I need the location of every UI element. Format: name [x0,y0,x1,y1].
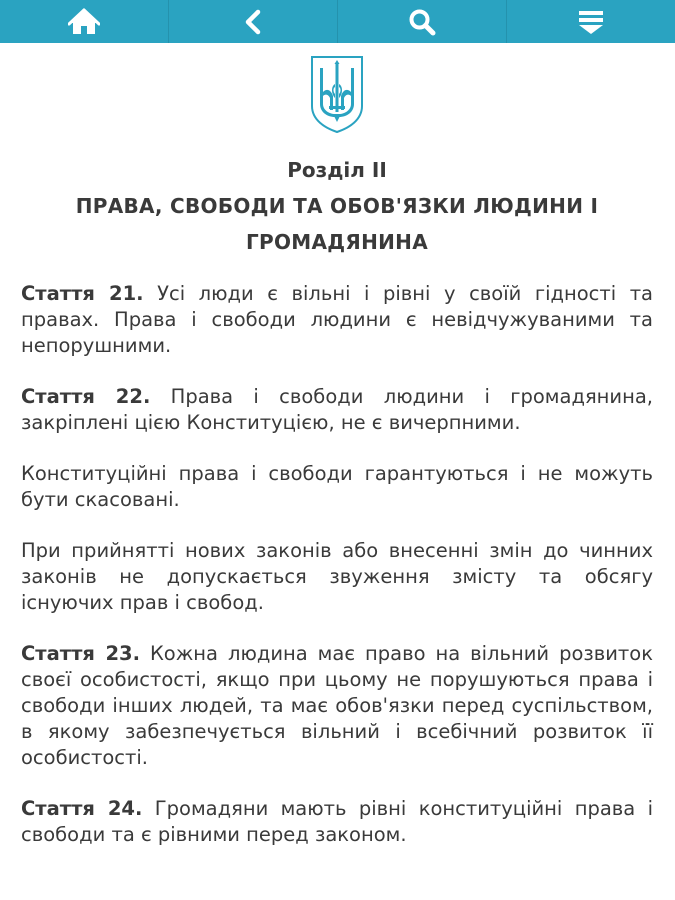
article-text: Права і свободи людини і громадянина, закріплені цією Конституцією, не є вичерпними. [21,385,653,434]
article-label: Стаття 22. [21,385,151,408]
back-button[interactable] [169,0,338,43]
article-paragraph [21,641,653,771]
home-button[interactable] [0,0,169,43]
article-paragraph [21,538,653,616]
article-label: Стаття 21. [21,282,144,305]
menu-icon [577,8,605,36]
article-text: Громадяни мають рівні конституційні права і свободи та є рівними перед законом. [21,797,653,846]
article-paragraph [21,796,653,848]
menu-button[interactable] [507,0,675,43]
section-number: Розділ II [287,158,387,182]
back-chevron-icon [244,9,262,35]
article-text: Усі люди є вільні і рівні у своїй гідності та правах. Права і свободи людини є невідчужуваними та непорушними. [21,282,654,357]
article-text: Конституційні права і свободи гарантуються і не можуть бути скасовані. [21,462,653,511]
article-paragraph [21,384,653,436]
article-label: Стаття 23. [21,642,140,665]
document-content [21,150,653,848]
section-heading: ПРАВА, СВОБОДИ ТА ОБОВ'ЯЗКИ ЛЮДИНИ І ГРОМАДЯНИНА [75,194,599,254]
trident-coat-of-arms-icon [309,54,365,134]
article-paragraph [21,281,653,359]
article-text: Кожна людина має право на вільний розвиток своєї особистості, якщо при цьому не порушуються права і свободи інших людей, та має обов'язки перед суспільством, в якому забезпечується вільний і всебічний розвиток її особистості. [21,642,653,769]
article-text: При прийнятті нових законів або внесенні змін до чинних законів не допускається звуження змісту та обсягу існуючих прав і свобод. [21,539,653,614]
search-button[interactable] [338,0,507,43]
search-icon [408,8,436,36]
article-paragraph [21,461,653,513]
top-toolbar [0,0,675,43]
article-label: Стаття 24. [21,797,143,820]
home-icon [68,8,100,36]
